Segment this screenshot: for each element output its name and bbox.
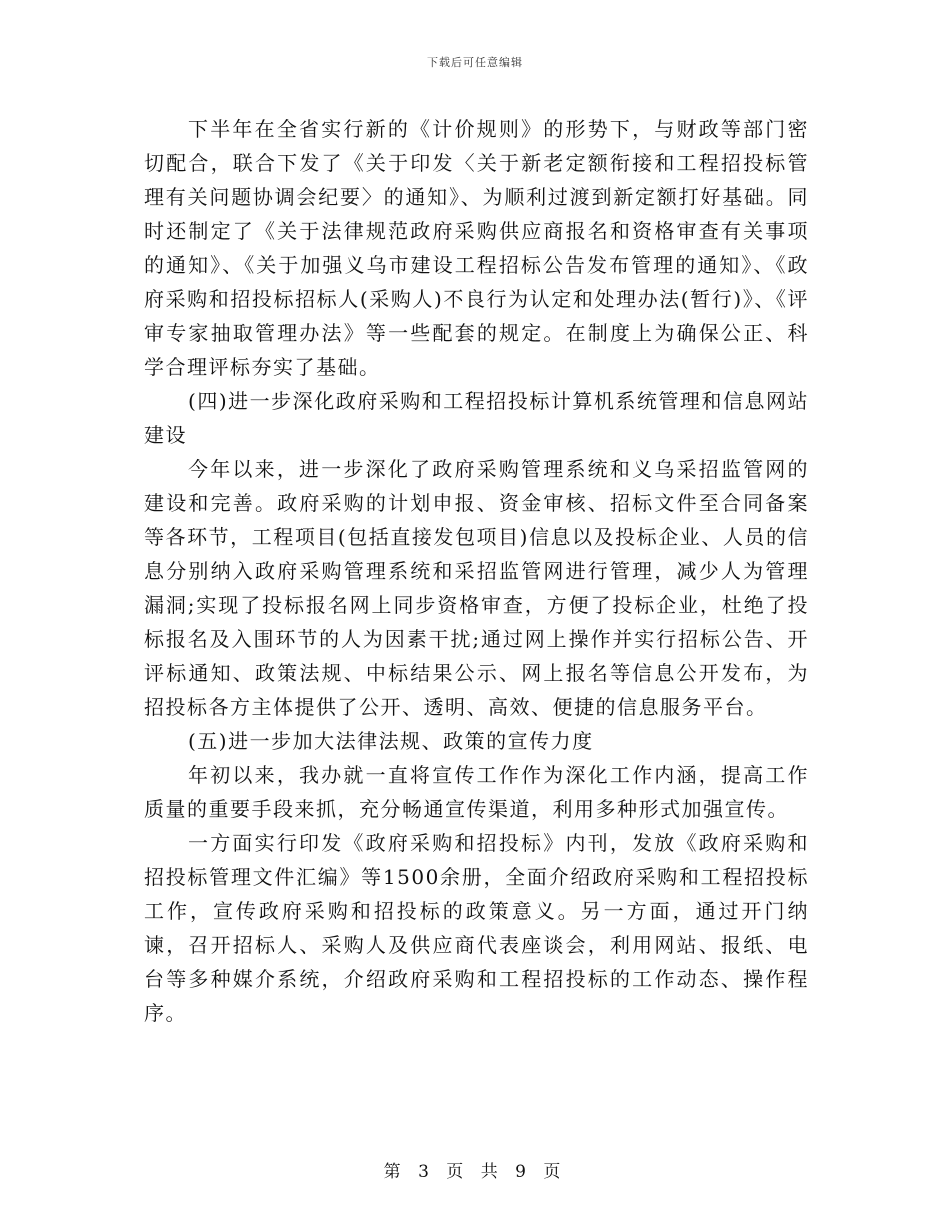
paragraph-publicity-detail: 一方面实行印发《政府采购和招投标》内刊，发放《政府采购和招投标管理文件汇编》等1500余册，全面介绍政府采购和工程招投标工作，宣传政府采购和招投标的政策意义。另一方面，通过开门纳谏，召开招标人、采购人及供应商代表座谈会，利用网站、报纸、电台等多种媒介系统，介绍政府采购和工程招投标的工作动态、操作程序。	[144, 831, 809, 1025]
page-header: 下载后可任意编辑	[427, 56, 523, 69]
paragraph-regulations: 下半年在全省实行新的《计价规则》的形势下，与财政等部门密切配合，联合下发了《关于印发〈关于新老定额衔接和工程招投标管理有关问题协调会纪要〉的通知》、为顺利过渡到新定额打好基础。同时还制定了《关于法律规范政府采购供应商报名和资格审查有关事项的通知》、《关于加强义乌市建设工程招标公告发布管理的通知》、《政府采购和招投标招标人(采购人)不良行为认定和处理办法(暂行)》、《评审专家抽取管理办法》等一些配套的规定。在制度上为确保公正、科学合理评标夯实了基础。	[144, 117, 809, 379]
section-heading-4: (四)进一步深化政府采购和工程招投标计算机系统管理和信息网站建设	[144, 389, 809, 447]
paragraph-publicity-intro: 年初以来，我办就一直将宣传工作作为深化工作内涵，提高工作质量的重要手段来抓，充分畅通宣传渠道，利用多种形式加强宣传。	[144, 763, 809, 821]
section-heading-5: (五)进一步加大法律法规、政策的宣传力度	[188, 729, 594, 753]
page-number: 第 3 页 共 9 页	[383, 1162, 567, 1182]
document-body	[144, 112, 809, 1030]
paragraph-system-building: 今年以来，进一步深化了政府采购管理系统和义乌采招监管网的建设和完善。政府采购的计划申报、资金审核、招标文件至合同备案等各环节，工程项目(包括直接发包项目)信息以及投标企业、人员的信息分别纳入政府采购管理系统和采招监管网进行管理，减少人为管理漏洞;实现了投标报名网上同步资格审查，方便了投标企业，杜绝了投标报名及入围环节的人为因素干扰;通过网上操作并实行招标公告、开评标通知、政策法规、中标结果公示、网上报名等信息公开发布，为招投标各方主体提供了公开、透明、高效、便捷的信息服务平台。	[144, 457, 809, 719]
